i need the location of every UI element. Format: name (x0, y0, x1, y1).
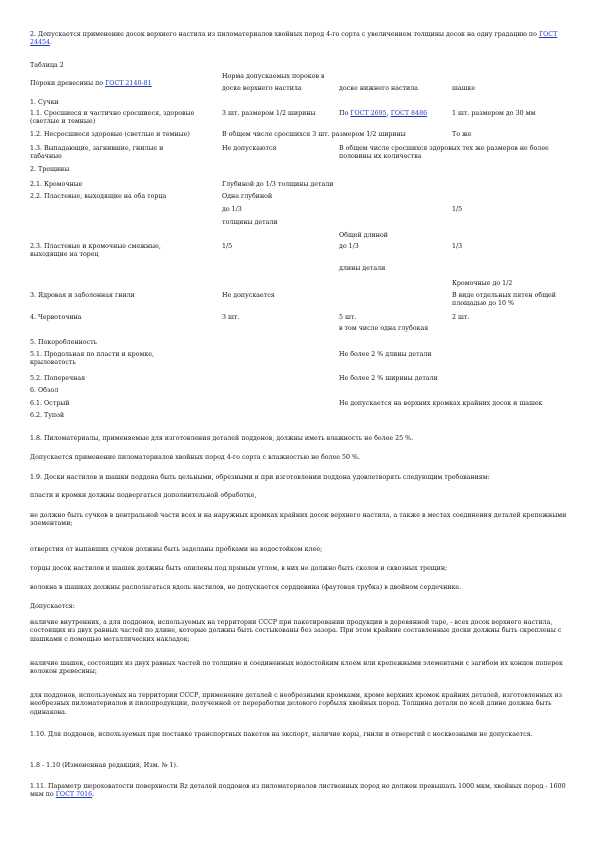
paragraph-1-10: 1.10. Для поддонов, используемых при поставке транспортных пакетов на экспорт, наличие коры, гнили и отверстий с несквозными не допускается. (30, 731, 533, 738)
row-5-1-label: 5.1. Продольная по пласти и кромке, крыловатость (30, 351, 155, 367)
gost-2140-link[interactable]: ГОСТ 2140-81 (105, 80, 152, 87)
row-6-1-label: 6.1. Острый (30, 400, 70, 407)
row-wormhole-note: в том числе одна глубокая (339, 325, 429, 332)
intro-text: 2. Допускается применение досок верхнего настила из пиломатериалов хвойных пород 4-го сорта с увеличением толщины досок на одну градацию по (30, 31, 539, 38)
paragraph-1-9e: волокна в шашках должны располагаться вдоль настилов, не допускается сердцевина (фаутовая трубка) в двойном сердечнике. (30, 584, 462, 591)
row-rot-top: Не допускается (222, 292, 275, 299)
row-wormhole-label: 4. Червоточина (30, 314, 82, 321)
row-2-3-shashka: 1/3 (452, 243, 463, 250)
paragraph-1-8b: Допускается применение пиломатериалов хвойных пород 4-го сорта с влажностью не более 50 %. (30, 454, 361, 461)
row-wormhole-top: 3 шт. (222, 314, 240, 321)
row-5-2-value: Не более 2 % ширины детали (339, 375, 438, 382)
gost-24454-link[interactable]: ГОСТ 24454 (30, 31, 558, 47)
amendment-note: 1.8 - 1.10 (Измененная редакция, Изм. № 1). (30, 762, 179, 769)
paragraph-1-11-text: 1.11. Параметр шероховатости поверхности Rz деталей поддонов из пиломатериалов лиственных пород не должен превышать 1000 мкм, хвойных пород - 1600 мкм по (30, 783, 566, 799)
gost-2695-link[interactable]: ГОСТ 2695 (350, 110, 387, 117)
header-col1 (30, 80, 152, 88)
row-2-3-bottom: длины детали (339, 265, 386, 272)
row-wormhole-shashka: 2 шт. (452, 314, 470, 321)
row-2-3-label: 2.3. Пластевые и кромочные смежные, выходящие на торец (30, 243, 161, 259)
row-5-1-value: Не более 2 % длины детали (339, 351, 432, 358)
gost-8486-link[interactable]: ГОСТ 8486 (390, 110, 428, 117)
row-3-top: Кромочные до 1/2 (452, 280, 513, 287)
allowed-item-1: наличие внутренних, а для поддонов, используемых на территории СССР при пакетировании продукции в деревянной таре, - всех досок верхнего настила, состоящих из двух равных частей по длине, которые должны быть состыкованы без зазора. При этом крайние составленные доски должны быть скреплены с шашками с помощью металлических накладок; (30, 619, 562, 643)
row-1-1-shashka: 1 шт. размером до 30 мм (452, 110, 536, 117)
row-1-3-rest: В общем числе сросшихся здоровых тех же размеров не более половины их количества (339, 145, 549, 161)
row-6-2-label: 6.2. Тупой (30, 412, 65, 419)
row-2-3-bottom-board: до 1/3 (339, 243, 359, 250)
row-wormhole-bottom: 5 шт. (339, 314, 357, 321)
row-2-2-c: толщины детали (222, 219, 278, 226)
row-2-1-label: 2.1. Кромочные (30, 181, 83, 188)
row-1-1-separator: , (386, 110, 391, 117)
paragraph-1-8: 1.8. Пиломатериалы, применяемые для изготовления деталей поддонов, должны иметь влажность не более 25 %. (30, 435, 414, 442)
header-col3: доске нижнего настила (339, 85, 418, 92)
paragraph-1-9c: отверстия от выпавших сучков должны быть заделаны пробками на водостойком клее; (30, 546, 323, 553)
paragraph-1-9d: торцы досок настилов и шашек должны быть опилены под прямым углом, в них не должно быть сколов и сквозных трещин; (30, 565, 448, 572)
row-2-2-b: до 1/3 (222, 206, 242, 213)
table-caption: Таблица 2 (30, 62, 64, 69)
row-2-1-value: Глубиной до 1/3 толщины детали (222, 181, 334, 188)
row-1-2-shashka: То же (452, 131, 472, 138)
header-col4: шашке (452, 85, 476, 92)
paragraph-1-9a: пласти и кромки должны подвергаться дополнительной обработке, (30, 492, 257, 499)
row-knots: 1. Сучки (30, 99, 59, 106)
allowed-heading: Допускается: (30, 603, 75, 610)
paragraph-1-9b: не должно быть сучков в центральной части всех и на наружных кромках крайних досок верхнего настила, а также в местах соединения деталей крепежными элементами; (30, 512, 567, 528)
row-warp: 5. Покоробленность (30, 339, 97, 346)
row-1-1-bottom (339, 110, 427, 118)
row-1-1-top: 3 шт. размером 1/2 ширины (222, 110, 316, 117)
header-col2: доске верхнего настила (222, 85, 302, 92)
intro-tail: . (50, 39, 53, 47)
row-2-2-a: Одна глубиной (222, 193, 273, 200)
intro-paragraph (30, 31, 570, 48)
header-group: Норма допускаемых пороков в (222, 73, 325, 80)
row-1-3-label: 1.3. Выпадающие, загнившие, гнилые и табачные (30, 145, 164, 161)
paragraph-1-11 (30, 783, 570, 800)
row-rot-label: 3. Ядровая и заболонная гнили (30, 292, 135, 299)
row-2-2-label: 2.2. Пластевые, выходящие на оба торца (30, 193, 167, 200)
row-2-3-top-board: 1/5 (222, 243, 233, 250)
row-1-1-bottom-prefix: По (339, 110, 351, 117)
row-2-2-shashka: 1/5 (452, 206, 463, 213)
gost-7016-link[interactable]: ГОСТ 7016 (55, 791, 93, 799)
paragraph-1-9: 1.9. Доски настилов и шашки поддона быть цельными, обрезными и при изготовлении поддона удовлетворять следующим требованиям: (30, 474, 490, 481)
row-2-3-top: Общей длиной (339, 232, 388, 239)
allowed-item-2: наличие шашек, состоящих из двух равных частей по толщине и соединенных водостойким клеем или крепежными элементами с загибом их концов поперек волокон древесины; (30, 660, 563, 676)
header-col1-text: Пороки древесины по (30, 80, 106, 87)
row-1-1-label: 1.1. Сросшиеся и частично сросшиеся, здоровые (светлые и темные) (30, 110, 195, 126)
allowed-item-3: для поддонов, используемых на территории СССР, применение деталей с необрезными кромками, кроме верхних кромок крайних деталей, изготовленных из необрезных пиломатериалов и пилопродукции, полученной от переработки делового горбыля хвойных пород. Толщина детали по всей длине должна быть одинакова. (30, 692, 563, 716)
row-1-3-top: Не допускаются (222, 145, 277, 152)
row-6-1-value: Не допускается на верхних кромках крайних досок и шашек (339, 400, 543, 407)
row-wane: 6. Обзол (30, 387, 59, 394)
row-5-2-label: 5.2. Поперечная (30, 375, 86, 382)
row-1-2-boards: В общем числе сросшихся 3 шт. размером 1/2 ширины (222, 131, 406, 138)
row-cracks: 2. Трещины (30, 166, 70, 173)
row-1-2-label: 1.2. Несросшиеся здоровые (светлые и темные) (30, 131, 190, 138)
paragraph-1-11-tail: . (92, 791, 95, 799)
row-rot-shashka: В виде отдельных пятен общей площадью до 10 % (452, 292, 556, 308)
